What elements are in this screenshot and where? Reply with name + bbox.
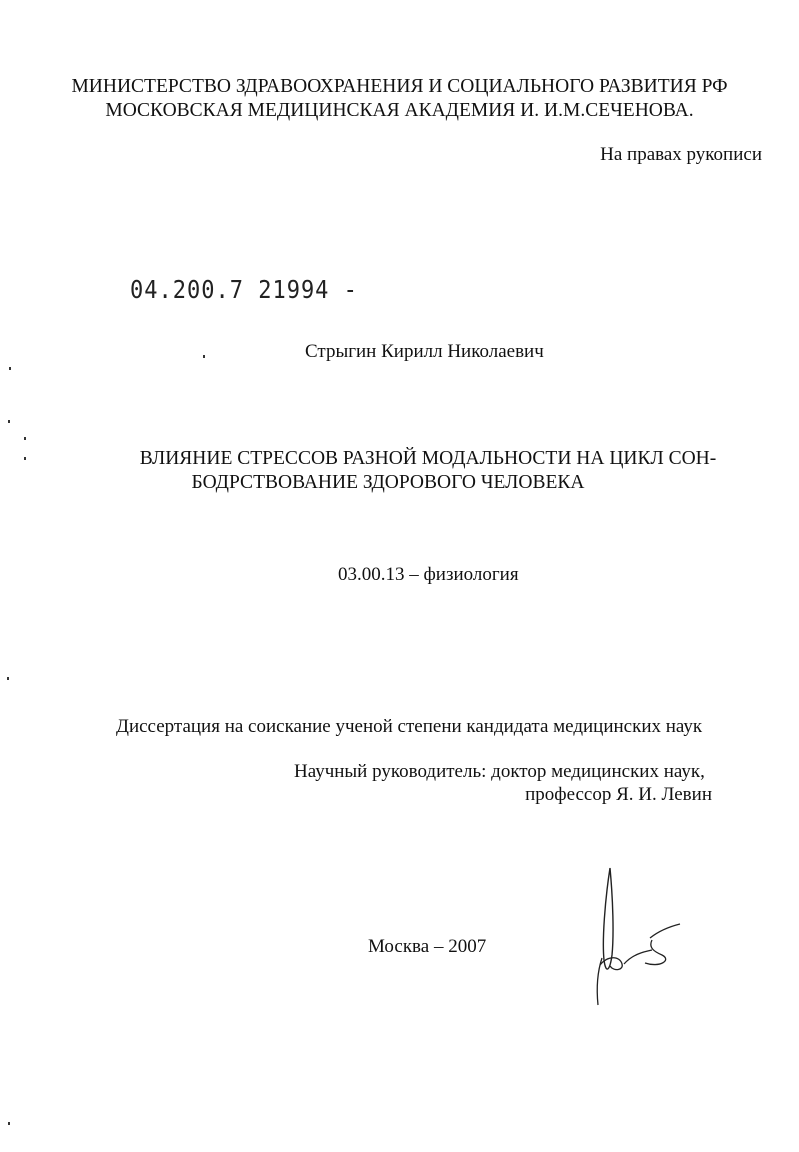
- scan-speck: [8, 420, 10, 423]
- scan-speck: [7, 677, 9, 680]
- scan-speck: [8, 1122, 10, 1125]
- supervisor-line-1: Научный руководитель: доктор медицинских наук,: [294, 761, 705, 782]
- dissertation-type: Диссертация на соискание ученой степени кандидата медицинских наук: [116, 716, 703, 737]
- scan-speck: [9, 367, 11, 370]
- manuscript-rights-note: На правах рукописи: [600, 144, 762, 165]
- author-name: Стрыгин Кирилл Николаевич: [305, 341, 544, 362]
- scan-speck: [203, 355, 205, 358]
- ministry-heading: МИНИСТЕРСТВО ЗДРАВООХРАНЕНИЯ И СОЦИАЛЬНОГО РАЗВИТИЯ РФ: [71, 76, 728, 97]
- scan-speck: [24, 437, 26, 440]
- specialty-code: 03.00.13 – физиология: [338, 564, 519, 585]
- registration-stamp: 04.200.7 21994 -: [130, 276, 358, 305]
- scan-speck: [24, 457, 26, 460]
- academy-heading: МОСКОВСКАЯ МЕДИЦИНСКАЯ АКАДЕМИЯ И. И.М.СЕЧЕНОВА.: [105, 100, 694, 121]
- thesis-title-line-1: ВЛИЯНИЕ СТРЕССОВ РАЗНОЙ МОДАЛЬНОСТИ НА ЦИКЛ СОН-: [139, 448, 717, 469]
- handwritten-signature: [580, 860, 690, 1010]
- thesis-title-line-2: БОДРСТВОВАНИЕ ЗДОРОВОГО ЧЕЛОВЕКА: [191, 472, 585, 493]
- supervisor-line-2: профессор Я. И. Левин: [525, 784, 712, 805]
- city-year: Москва – 2007: [368, 936, 487, 957]
